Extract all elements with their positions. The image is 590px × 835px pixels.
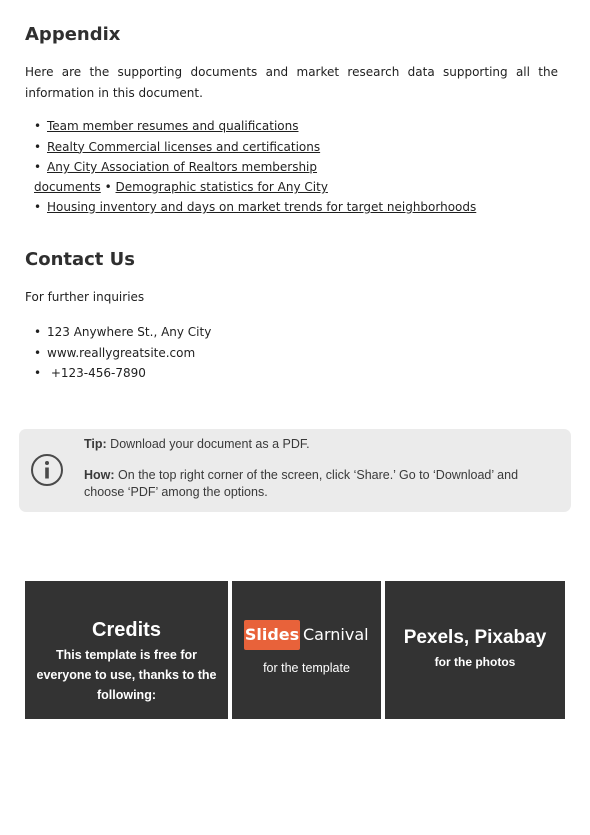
contact-list <box>34 322 211 384</box>
contact-phone: • +123-456-7890 <box>34 363 211 384</box>
tip-line <box>84 436 554 453</box>
pexels-subtext: for the photos <box>434 655 516 669</box>
slides-logo-box <box>244 620 300 650</box>
appendix-list-end <box>34 197 476 218</box>
how-label: How: <box>84 468 115 482</box>
pexels-card[interactable] <box>385 581 565 719</box>
list-item[interactable] <box>34 197 476 218</box>
pexels-title: Pexels, Pixabay <box>403 627 547 648</box>
credits-text: This template is free for everyone to use, thanks to the following: <box>36 648 217 702</box>
bullet: • <box>104 180 112 194</box>
appendix-link-realtors[interactable]: Any City Association of Realtors membership <box>47 160 318 174</box>
how-line <box>84 467 554 501</box>
contact-address: • 123 Anywhere St., Any City <box>34 322 211 343</box>
credits-title: Credits <box>92 619 161 641</box>
slidescarnival-card[interactable] <box>232 581 381 719</box>
tip-label: Tip: <box>84 437 107 451</box>
list-item[interactable] <box>34 157 320 178</box>
tip-text: Download your document as a PDF. <box>110 437 310 451</box>
how-text: On the top right corner of the screen, click ‘Share.’ Go to ‘Download’ and choose ‘PDF’ among the options. <box>84 468 519 499</box>
contact-heading: Contact Us <box>25 249 136 270</box>
slides-subtext: for the template <box>263 661 350 675</box>
list-item[interactable] <box>34 137 320 158</box>
list-item[interactable] <box>34 116 320 137</box>
tip-box <box>19 429 571 512</box>
appendix-link-realtors-cont[interactable]: documents <box>34 180 101 194</box>
contact-intro: For further inquiries <box>25 290 145 304</box>
appendix-intro: Here are the supporting documents and market research data supporting all the information in this document. <box>25 65 558 100</box>
appendix-link-resumes[interactable]: Team member resumes and qualifications <box>47 119 299 133</box>
appendix-link-housing[interactable]: Housing inventory and days on market trends for target neighborhoods <box>47 200 477 214</box>
appendix-link-demographics[interactable]: Demographic statistics for Any City <box>115 180 328 194</box>
contact-website[interactable]: • www.reallygreatsite.com <box>34 343 211 364</box>
credits-card <box>25 581 228 719</box>
appendix-heading: Appendix <box>25 24 121 45</box>
carnival-logo-word: Carnival <box>303 625 369 644</box>
slides-logo-word: Slides <box>244 625 300 644</box>
info-icon <box>30 453 64 487</box>
appendix-list <box>34 116 320 178</box>
appendix-link-licenses[interactable]: Realty Commercial licenses and certifications <box>47 139 321 154</box>
appendix-wrapped-line <box>34 177 328 197</box>
